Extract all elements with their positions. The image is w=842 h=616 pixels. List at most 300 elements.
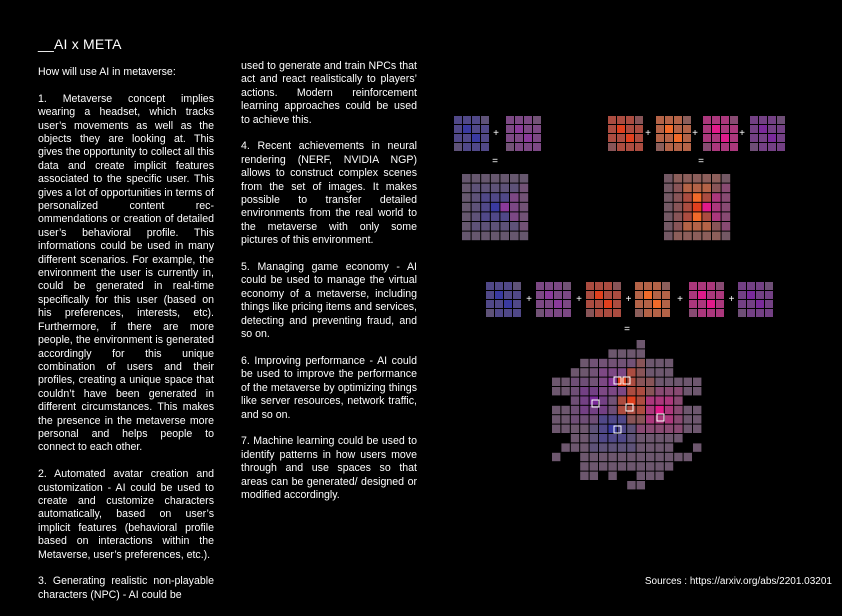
grid-cell [646, 396, 654, 404]
grid-cell [646, 368, 654, 376]
grid-cell [712, 125, 720, 133]
grid-cell [756, 300, 764, 308]
grid-cell [608, 462, 616, 470]
grid-cell [768, 116, 776, 124]
grid-cell [608, 359, 616, 367]
grid-cell [608, 443, 616, 451]
grid-cell [712, 203, 721, 212]
grid-cell [580, 368, 588, 376]
grid-cell [768, 125, 776, 133]
grid-cell [627, 425, 635, 433]
grid-cell [510, 212, 519, 221]
grid-cell [462, 212, 471, 221]
grid-cell [683, 212, 692, 221]
grid-cell [462, 193, 471, 202]
grid-cell [656, 143, 664, 151]
grid-cell [454, 134, 462, 142]
grid-cell [722, 184, 731, 193]
grid-cell [637, 415, 645, 423]
grid-cell [698, 309, 706, 317]
grid-cell [506, 143, 514, 151]
grid-cell [618, 396, 626, 404]
grid-cell [608, 453, 616, 461]
grid-cell [637, 359, 645, 367]
grid-cell [662, 291, 670, 299]
grid-cell [693, 387, 701, 395]
grid-cell [481, 116, 489, 124]
grid-cell [599, 434, 607, 442]
grid-cell [613, 309, 621, 317]
grid-cell [504, 282, 512, 290]
grid-cell [702, 184, 711, 193]
grid-cell [536, 300, 544, 308]
grid-cell [637, 434, 645, 442]
grid-cell [703, 125, 711, 133]
grid-cell [637, 453, 645, 461]
plus-sign: + [625, 294, 632, 305]
grid-cell [759, 143, 767, 151]
highlighted-cell [592, 400, 599, 407]
small-grid-purple [506, 116, 541, 151]
grid-cell [599, 443, 607, 451]
grid-cell [515, 116, 523, 124]
grid-cell [510, 174, 519, 183]
grid-cell [665, 387, 673, 395]
grid-cell [665, 462, 673, 470]
grid-cell [545, 291, 553, 299]
point-6-paragraph: 6. Improving performance - AI could be used to improve the performance of the metaverse by optimizing things like server resources, network traffic, and so on. [241, 354, 417, 421]
grid-cell [595, 282, 603, 290]
grid-cell [777, 125, 785, 133]
grid-cell [655, 406, 663, 414]
grid-cell [613, 282, 621, 290]
grid-cell [491, 184, 500, 193]
grid-cell [515, 125, 523, 133]
grid-cell [698, 291, 706, 299]
grid-cell [627, 481, 635, 489]
grid-cell [646, 359, 654, 367]
grid-cell [644, 291, 652, 299]
grid-cell [571, 387, 579, 395]
plus-sign: + [692, 128, 698, 139]
plus-sign: + [493, 128, 499, 139]
grid-cell [693, 425, 701, 433]
grid-cell [472, 184, 481, 193]
grid-cell [472, 193, 481, 202]
grid-cell [626, 125, 634, 133]
plus-sign: + [576, 294, 582, 305]
grid-cell [500, 222, 509, 231]
grid-cell [747, 300, 755, 308]
grid-cell [635, 143, 643, 151]
grid-cell [707, 300, 715, 308]
grid-cell [520, 193, 529, 202]
grid-cell [506, 116, 514, 124]
highlighted-cell [614, 377, 621, 384]
grid-cell [693, 406, 701, 414]
grid-cell [545, 282, 553, 290]
grid-cell [747, 309, 755, 317]
grid-cell [463, 134, 471, 142]
grid-cell [662, 309, 670, 317]
grid-cell [491, 203, 500, 212]
grid-cell [580, 359, 588, 367]
grid-cell [472, 222, 481, 231]
grid-cell [765, 300, 773, 308]
plus-sign: + [526, 294, 532, 305]
grid-cell [765, 309, 773, 317]
grid-cell [524, 116, 532, 124]
small-grid-pink [703, 116, 738, 151]
small-grid-orange [635, 282, 670, 317]
grid-cell [472, 134, 480, 142]
grid-cell [613, 300, 621, 308]
grid-cell [580, 396, 588, 404]
grid-cell [689, 282, 697, 290]
grid-cell [627, 368, 635, 376]
grid-cell [635, 300, 643, 308]
grid-cell [722, 212, 731, 221]
grid-cell [656, 116, 664, 124]
grid-cell [618, 368, 626, 376]
grid-cell [698, 300, 706, 308]
grid-cell [777, 143, 785, 151]
grid-cell [462, 222, 471, 231]
grid-cell [580, 387, 588, 395]
grid-cell [644, 282, 652, 290]
grid-cell [656, 125, 664, 133]
grid-cell [454, 125, 462, 133]
grid-cell [510, 222, 519, 231]
grid-cell [707, 282, 715, 290]
grid-cell [627, 462, 635, 470]
grid-cell [533, 134, 541, 142]
grid-cell [552, 453, 560, 461]
grid-cell [712, 212, 721, 221]
grid-cell [664, 174, 673, 183]
grid-cell [674, 434, 682, 442]
grid-cell [655, 415, 663, 423]
grid-cell [684, 378, 692, 386]
equals-sign: = [698, 156, 704, 167]
grid-cell [586, 309, 594, 317]
grid-cell [563, 282, 571, 290]
grid-cell [481, 203, 490, 212]
small-grid-pink [689, 282, 724, 317]
grid-cell [524, 125, 532, 133]
grid-cell [561, 425, 569, 433]
grid-cell [608, 349, 616, 357]
grid-cell [664, 184, 673, 193]
grid-cell [595, 300, 603, 308]
grid-cell [552, 378, 560, 386]
grid-cell [495, 291, 503, 299]
grid-cell [571, 415, 579, 423]
grid-cell [655, 425, 663, 433]
grid-cell [472, 125, 480, 133]
grid-cell [665, 415, 673, 423]
combined-grid-1 [462, 174, 528, 240]
grid-cell [716, 291, 724, 299]
grid-cell [693, 193, 702, 202]
grid-cell [617, 125, 625, 133]
grid-cell [644, 300, 652, 308]
grid-cell [689, 291, 697, 299]
grid-cell [684, 406, 692, 414]
grid-cell [586, 300, 594, 308]
grid-cell [712, 193, 721, 202]
grid-cell [684, 425, 692, 433]
grid-cell [590, 396, 598, 404]
grid-cell [510, 184, 519, 193]
grid-cell [646, 415, 654, 423]
grid-cell [486, 291, 494, 299]
grid-cell [712, 184, 721, 193]
grid-cell [683, 174, 692, 183]
grid-cell [662, 300, 670, 308]
grid-cell [627, 443, 635, 451]
grid-cell [635, 134, 643, 142]
grid-cell [618, 425, 626, 433]
grid-cell [646, 462, 654, 470]
grid-cell [554, 291, 562, 299]
grid-cell [586, 291, 594, 299]
point-3-paragraph-end: used to generate and train NPCs that act and react realistically to players’ actions. Modern reinforcement learning approaches could be used to achieve this. [241, 60, 417, 126]
grid-cell [655, 443, 663, 451]
grid-cell [674, 116, 682, 124]
text-column-middle [241, 60, 417, 516]
grid-cell [472, 116, 480, 124]
grid-cell [618, 453, 626, 461]
grid-cell [777, 134, 785, 142]
grid-cell [665, 359, 673, 367]
grid-cell [653, 309, 661, 317]
grid-cell [627, 453, 635, 461]
grid-cell [637, 406, 645, 414]
grid-cell [703, 143, 711, 151]
grid-cell [608, 415, 616, 423]
grid-cell [637, 340, 645, 348]
grid-cell [722, 222, 731, 231]
grid-cell [506, 134, 514, 142]
grid-cell [626, 143, 634, 151]
grid-cell [595, 291, 603, 299]
grid-cell [510, 203, 519, 212]
grid-cell [646, 434, 654, 442]
grid-cell [683, 193, 692, 202]
grid-cell [472, 212, 481, 221]
grid-cell [683, 125, 691, 133]
grid-cell [599, 387, 607, 395]
grid-cell [768, 134, 776, 142]
grid-cell [590, 425, 598, 433]
grid-cell [515, 143, 523, 151]
grid-cell [599, 462, 607, 470]
grid-cell [637, 425, 645, 433]
grid-cell [646, 387, 654, 395]
grid-cell [536, 291, 544, 299]
grid-cell [608, 134, 616, 142]
small-grid-red [608, 116, 643, 151]
grid-cell [747, 282, 755, 290]
grid-cell [554, 282, 562, 290]
grid-cell [463, 116, 471, 124]
highlighted-cell [614, 426, 621, 433]
grid-cell [665, 396, 673, 404]
grid-cell [683, 184, 692, 193]
grid-cell [504, 309, 512, 317]
grid-cell [674, 387, 682, 395]
grid-cell [552, 415, 560, 423]
grid-cell [618, 359, 626, 367]
grid-cell [637, 443, 645, 451]
sources-note: Sources : https://arxiv.org/abs/2201.03201 [644, 576, 832, 587]
grid-cell [738, 291, 746, 299]
grid-cell [707, 291, 715, 299]
grid-cell [703, 134, 711, 142]
grid-cell [712, 134, 720, 142]
grid-cell [462, 203, 471, 212]
grid-cell [599, 453, 607, 461]
grid-cell [644, 309, 652, 317]
plus-sign: + [728, 294, 735, 305]
grid-cell [637, 349, 645, 357]
grid-cell [554, 300, 562, 308]
grid-cell [618, 387, 626, 395]
grid-cell [545, 309, 553, 317]
grid-cell [608, 406, 616, 414]
grid-cell [599, 415, 607, 423]
grid-cell [506, 125, 514, 133]
grid-cell [655, 359, 663, 367]
grid-cell [674, 193, 683, 202]
grid-cell [627, 415, 635, 423]
combined-grid-2 [664, 174, 730, 240]
grid-cell [590, 415, 598, 423]
grid-cell [664, 212, 673, 221]
grid-cell [481, 125, 489, 133]
grid-cell [635, 291, 643, 299]
grid-cell [683, 232, 692, 241]
grid-cell [580, 462, 588, 470]
grid-cell [730, 134, 738, 142]
small-grid-blue [486, 282, 521, 317]
grid-cell [721, 116, 729, 124]
grid-cell [491, 222, 500, 231]
grid-cell [722, 174, 731, 183]
grid-cell [674, 174, 683, 183]
grid-cell [665, 406, 673, 414]
grid-cell [665, 425, 673, 433]
grid-cell [759, 125, 767, 133]
grid-cell [524, 143, 532, 151]
grid-cell [759, 134, 767, 142]
grid-cell [504, 300, 512, 308]
grid-cell [500, 184, 509, 193]
grid-cell [580, 434, 588, 442]
small-grid-purple [536, 282, 571, 317]
combined-grid-large [552, 340, 701, 489]
page-title: __AI x META [38, 36, 122, 52]
grid-cell [580, 443, 588, 451]
grid-cell [674, 415, 682, 423]
grid-cell [571, 425, 579, 433]
grid-cell [590, 368, 598, 376]
grid-cell [481, 222, 490, 231]
grid-cell [674, 232, 683, 241]
grid-cell [627, 378, 635, 386]
grid-cell [664, 232, 673, 241]
grid-cell [454, 116, 462, 124]
grid-cell [520, 174, 529, 183]
grid-cell [637, 462, 645, 470]
grid-cell [662, 282, 670, 290]
grid-cell [586, 282, 594, 290]
grid-cell [599, 378, 607, 386]
grid-cell [646, 425, 654, 433]
equals-sign: = [492, 156, 498, 167]
grid-cell [608, 434, 616, 442]
grid-cell [653, 300, 661, 308]
grid-cell [462, 174, 471, 183]
grid-cell [674, 143, 682, 151]
point-3-paragraph-start: 3. Generating realistic non-playable characters (NPC) - AI could be [38, 575, 214, 601]
grid-cell [756, 282, 764, 290]
grid-cell [599, 425, 607, 433]
grid-cell [500, 212, 509, 221]
grid-cell [626, 134, 634, 142]
grid-cell [618, 443, 626, 451]
grid-cell [674, 203, 683, 212]
grid-cell [693, 415, 701, 423]
grid-cell [513, 282, 521, 290]
grid-cell [472, 232, 481, 241]
grid-cell [520, 203, 529, 212]
grid-cell [730, 143, 738, 151]
grid-cell [702, 193, 711, 202]
grid-cell [513, 309, 521, 317]
grid-cell [683, 134, 691, 142]
grid-cell [674, 184, 683, 193]
grid-cell [513, 300, 521, 308]
grid-cell [674, 378, 682, 386]
grid-cell [722, 193, 731, 202]
grid-cell [495, 282, 503, 290]
grid-cell [777, 116, 785, 124]
grid-cell [627, 396, 635, 404]
grid-cell [712, 232, 721, 241]
grid-cell [674, 406, 682, 414]
grid-cell [721, 125, 729, 133]
grid-cell [533, 143, 541, 151]
grid-cell [684, 387, 692, 395]
grid-cell [618, 349, 626, 357]
grid-cell [702, 232, 711, 241]
grid-cell [500, 174, 509, 183]
grid-cell [571, 406, 579, 414]
grid-cell [683, 222, 692, 231]
grid-cell [500, 203, 509, 212]
grid-cell [590, 434, 598, 442]
grid-cell [590, 462, 598, 470]
grid-cell [702, 174, 711, 183]
grid-cell [738, 309, 746, 317]
small-grid-violet [750, 116, 785, 151]
grid-cell [768, 143, 776, 151]
grid-cell [664, 203, 673, 212]
grid-cell [500, 193, 509, 202]
grid-cell [765, 291, 773, 299]
